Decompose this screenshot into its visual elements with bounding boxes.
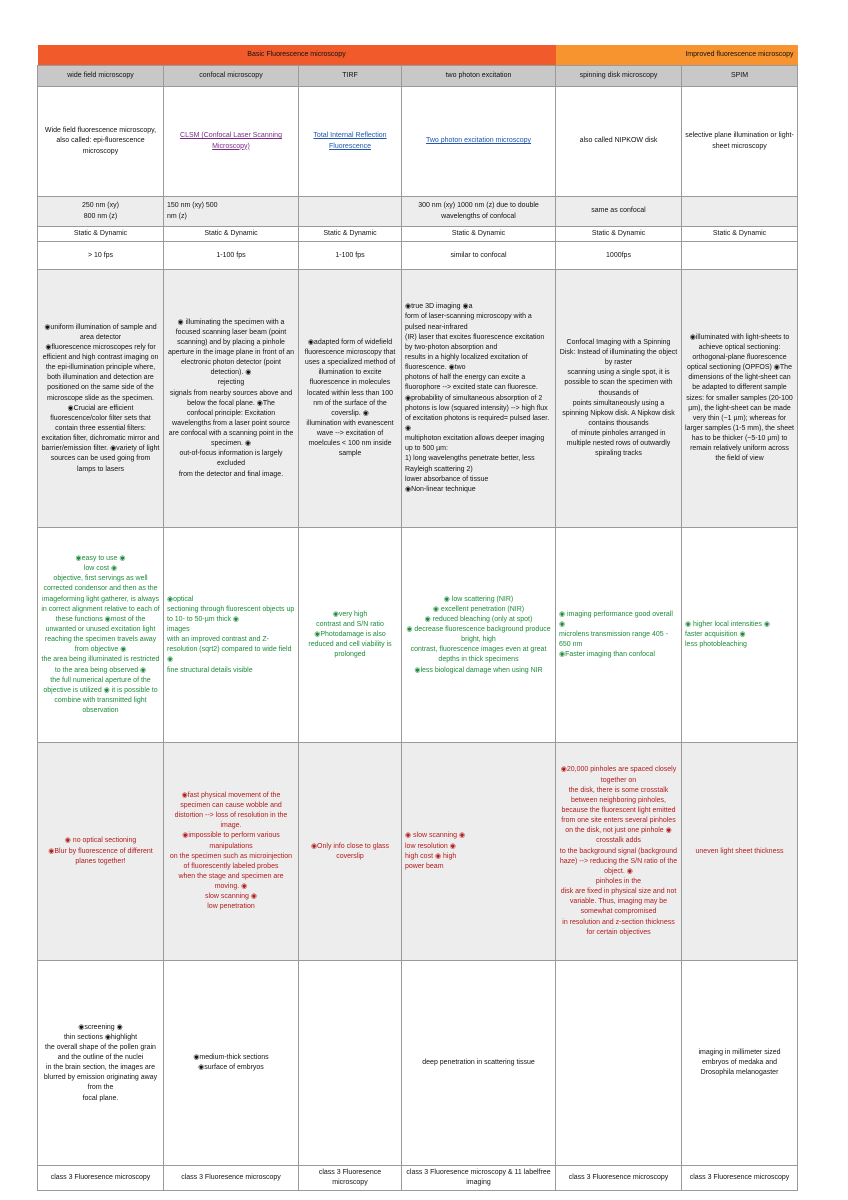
dynamics-cell: Static & Dynamic — [556, 227, 682, 242]
description-link-tirf[interactable]: Total Internal Reflection Fluorescence — [299, 87, 402, 197]
class-cell: class 3 Fluoresence microscopy — [38, 1166, 164, 1191]
resolution-cell: 300 nm (xy) 1000 nm (z) due to double wavelengths of confocal — [402, 197, 556, 227]
principle-cell: ◉illuminated with light-sheets to achieve optical sectioning: orthogonal-plane fluorescence optical sectioning (OPFOS) ◉The dimensions of the light-sheet can be adapted to different sample sizes: for smaller samples (20-100 µm), the light-sheet can be made very thin (~1 µm); whereas for larger samples (1-5 mm), the sheet has to be thicker (~5-10 µm) to remain relatively uniform across the field of view — [682, 270, 798, 528]
class-cell: class 3 Fluoresence microscopy — [556, 1166, 682, 1191]
applications-row — [38, 961, 798, 1166]
speed-cell: > 10 fps — [38, 242, 164, 270]
resolution-row — [38, 197, 798, 227]
class-cell: class 3 Fluoresence microscopy — [682, 1166, 798, 1191]
dynamics-cell: Static & Dynamic — [38, 227, 164, 242]
col-header-wide-field: wide field microscopy — [38, 66, 164, 87]
class-cell: class 3 Fluoresence microscopy — [164, 1166, 299, 1191]
description-row — [38, 87, 798, 197]
col-header-two-photon: two photon excitation — [402, 66, 556, 87]
description-link-two-photon[interactable]: Two photon excitation microscopy — [402, 87, 556, 197]
resolution-cell: 150 nm (xy) 500 nm (z) — [164, 197, 299, 227]
description-link-clsm[interactable]: CLSM (Confocal Laser Scanning Microscopy) — [164, 87, 299, 197]
principle-cell: ◉ illuminating the specimen with a focused scanning laser beam (point scanning) and by placing a pinhole aperture in the image plane in front of an electronic photon detector (point detection). ◉ rejecting signals from nearby sources above and below the focal plane. ◉The confocal principle: Excitation wavelengths from a laser point source are confocal with a scanning point in the specimen. ◉ out-of-focus information is largely excluded from the detector and final image. — [164, 270, 299, 528]
col-header-tirf: TIRF — [299, 66, 402, 87]
principle-cell: Confocal Imaging with a Spinning Disk: Instead of illuminating the object by raster scanning using a single spot, it is possible to scan the specimen with thousands of points simultaneously using a spinning Nipkow disk. A Nipkow disk contains thousands of minute pinholes arranged in multiple nested rows of outwardly spiraling tracks — [556, 270, 682, 528]
advantages-cell: ◉very high contrast and S/N ratio ◉Photodamage is also reduced and cell viability is prolonged — [299, 528, 402, 743]
disadvantages-cell: ◉ slow scanning ◉ low resolution ◉ high cost ◉ high power beam — [402, 743, 556, 961]
applications-cell — [556, 961, 682, 1166]
basic-band: Basic Fluorescence microscopy — [38, 45, 556, 66]
description-cell: Wide field fluorescence microscopy, also called: epi-fluorescence microscopy — [38, 87, 164, 197]
disadvantages-cell: ◉fast physical movement of the specimen can cause wobble and distortion --> loss of resolution in the image. ◉impossible to perform various manipulations on the specimen such as microinjection of fluorescently labeled probes when the stage and specimen are moving. ◉ slow scanning ◉ low penetration — [164, 743, 299, 961]
disadvantages-cell: ◉ no optical sectioning ◉Blur by fluorescence of different planes together! — [38, 743, 164, 961]
col-header-spim: SPIM — [682, 66, 798, 87]
column-header-row — [38, 66, 798, 87]
resolution-cell — [682, 197, 798, 227]
improved-band: Improved fluorescence microscopy — [556, 45, 798, 66]
dynamics-row — [38, 227, 798, 242]
speed-cell: 1-100 fps — [164, 242, 299, 270]
disadvantages-cell: ◉Only info close to glass coverslip — [299, 743, 402, 961]
applications-cell: imaging in millimeter sized embryos of medaka and Drosophila melanogaster — [682, 961, 798, 1166]
speed-cell — [682, 242, 798, 270]
advantages-cell: ◉ imaging performance good overall ◉ microlens transmission range 405 - 650 nm ◉Faster imaging than confocal — [556, 528, 682, 743]
speed-row — [38, 242, 798, 270]
applications-cell: deep penetration in scattering tissue — [402, 961, 556, 1166]
dynamics-cell: Static & Dynamic — [682, 227, 798, 242]
principle-cell: ◉uniform illumination of sample and area detector ◉fluorescence microscopes rely for efficient and high contrast imaging on the epi-illumination principle where, both illumination and detection are positioned on the same side of the microscope slide as the specimen. ◉Crucial are efficient fluorescence/color filter sets that contain three essential filters: excitation filter, dichromatic mirror and barrier/emission filter. ◉variety of light sources can be used going from lamps to lasers — [38, 270, 164, 528]
dynamics-cell: Static & Dynamic — [299, 227, 402, 242]
applications-cell: ◉screening ◉ thin sections ◉highlight the overall shape of the pollen grain and the outline of the nuclei in the brain section, the images are blurred by emission originating away from the focal plane. — [38, 961, 164, 1166]
advantages-cell: ◉optical sectioning through fluorescent objects up to 10- to 50-µm thick ◉ images with an improved contrast and Z-resolution (sqrt2) compared to wide field ◉ fine structural details visible — [164, 528, 299, 743]
col-header-confocal: confocal microscopy — [164, 66, 299, 87]
applications-cell: ◉medium-thick sections ◉surface of embryos — [164, 961, 299, 1166]
advantages-row — [38, 528, 798, 743]
dynamics-cell: Static & Dynamic — [164, 227, 299, 242]
disadvantages-cell: ◉20,000 pinholes are spaced closely together on the disk, there is some crosstalk between neighboring pinholes, because the fluorescent light emitted from one site enters several pinholes on the disk, not just one pinhole ◉ crosstalk adds to the background signal (background haze) --> reducing the S/N ratio of the object. ◉ pinholes in the disk are fixed in physical size and not variable. Thus, imaging may be somewhat compromised in resolution and z-section thickness for certain objectives — [556, 743, 682, 961]
speed-cell: 1-100 fps — [299, 242, 402, 270]
resolution-cell: 250 nm (xy) 800 nm (z) — [38, 197, 164, 227]
microscopy-comparison-table — [37, 45, 798, 1191]
dynamics-cell: Static & Dynamic — [402, 227, 556, 242]
disadvantages-cell: uneven light sheet thickness — [682, 743, 798, 961]
comparison-page — [37, 45, 797, 1191]
disadvantages-row — [38, 743, 798, 961]
advantages-cell: ◉ higher local intensities ◉ faster acquisition ◉ less photobleaching — [682, 528, 798, 743]
speed-cell: similar to confocal — [402, 242, 556, 270]
class-cell: class 3 Fluoresence microscopy — [299, 1166, 402, 1191]
class-row — [38, 1166, 798, 1191]
advantages-cell: ◉ low scattering (NIR) ◉ excellent penetration (NIR) ◉ reduced bleaching (only at spot) ◉ decrease fluorescence background produce bright, high contrast, fluorescence images even at great depths in thick specimens ◉less biological damage when using NIR — [402, 528, 556, 743]
description-cell: also called NIPKOW disk — [556, 87, 682, 197]
resolution-cell: same as confocal — [556, 197, 682, 227]
advantages-cell: ◉easy to use ◉ low cost ◉ objective, first servings as well corrected condensor and then as the imageforming light gatherer, is always in correct alignment relative to each of these functions ◉most of the unwanted or unused excitation light reaching the specimen travels away from objective ◉ the area being illuminated is restricted to the area being observed ◉ the full numerical aperture of the objective is utilized ◉ it is possible to combine with transmitted light observation — [38, 528, 164, 743]
applications-cell — [299, 961, 402, 1166]
speed-cell: 1000fps — [556, 242, 682, 270]
col-header-spinning-disk: spinning disk microscopy — [556, 66, 682, 87]
principle-cell: ◉true 3D imaging ◉a form of laser-scanning microscopy with a pulsed near-infrared (IR) laser that excites fluorescence excitation by two-photon absorption and results in a highly localized excitation of fluorescence. ◉two photons of half the energy can excite a fluorophore --> excited state can fluoresce. ◉probability of simultaneous absorption of 2 photons is low (squared intensity) --> high flux of excitation photons is required= pulsed laser. ◉ multiphoton excitation allows deeper imaging up to 500 µm: 1) long wavelengths penetrate better, less Rayleigh scattering 2) lower absorbance of tissue ◉Non-linear technique — [402, 270, 556, 528]
resolution-cell — [299, 197, 402, 227]
principle-row — [38, 270, 798, 528]
principle-cell: ◉adapted form of widefield fluorescence microscopy that uses a specialized method of illumination to excite fluorescence in molecules located within less than 100 nm of the surface of the coverslip. ◉ illumination with evanescent wave --> excitation of moelcules < 100 nm inside sample — [299, 270, 402, 528]
description-cell: selective plane illumination or light-sheet microscopy — [682, 87, 798, 197]
category-band-row — [38, 45, 798, 66]
class-cell: class 3 Fluoresence microscopy & 11 labelfree imaging — [402, 1166, 556, 1191]
